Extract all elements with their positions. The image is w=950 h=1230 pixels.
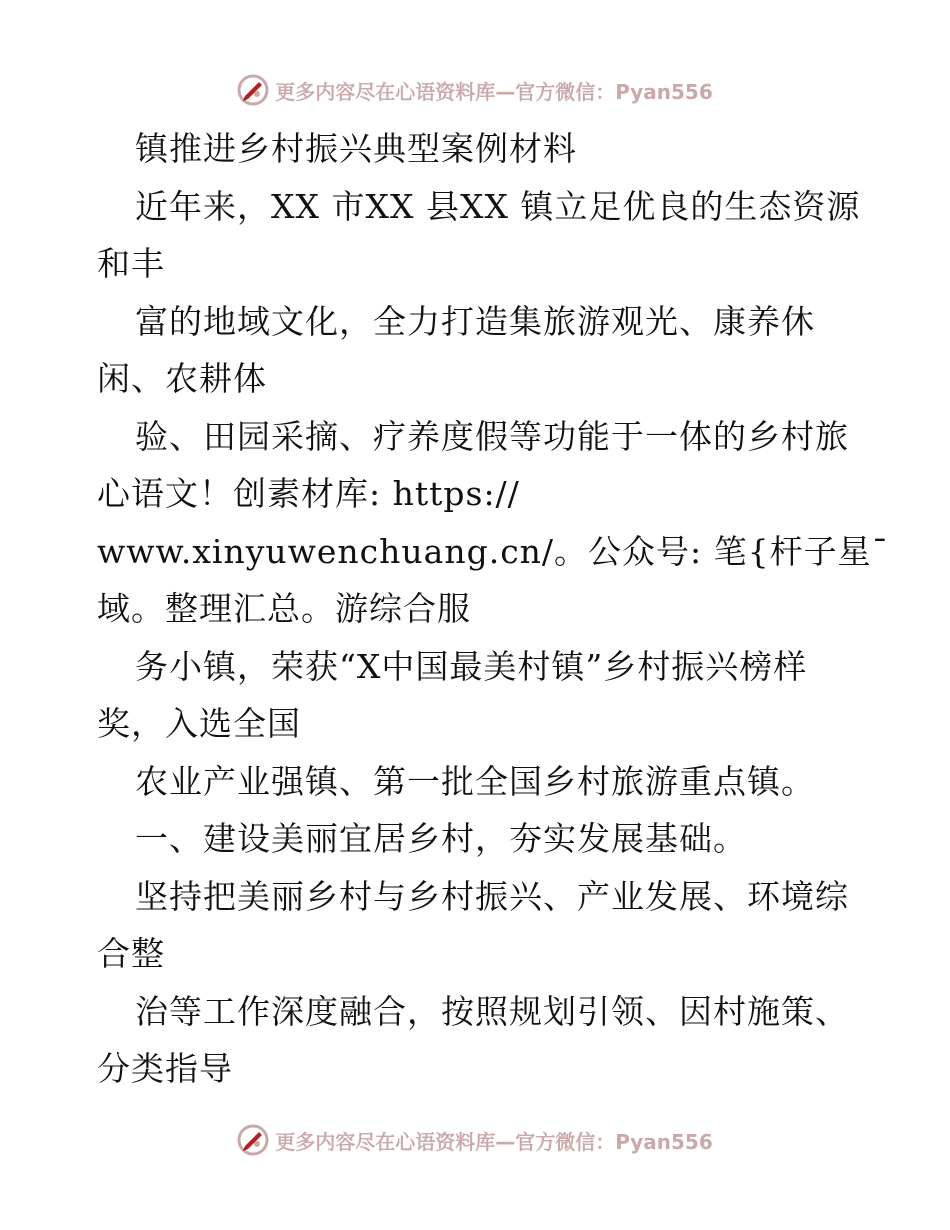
section-heading: 一、建设美丽宜居乡村，夯实发展基础。 (135, 819, 747, 858)
paragraph-line: 治等工作深度融合，按照规划引领、因村施策、 (135, 991, 849, 1031)
paragraph-line: www.xinyuwenchuang.cn/。公众号: 笔{杆子星¯ (97, 531, 890, 571)
paragraph-line: 农业产业强镇、第一批全国乡村旅游重点镇。 (135, 761, 815, 801)
logo-icon (237, 74, 269, 106)
paragraph-line: 奖，入选全国 (97, 704, 301, 743)
logo-icon (237, 1124, 269, 1156)
footer-banner-text: 更多内容尽在心语资料库—官方微信：Pyan556 (275, 1129, 713, 1154)
paragraph-line: 心语文！创素材库: https:// (97, 474, 520, 513)
paragraph-line: 域。整理汇总。游综合服 (97, 589, 471, 628)
paragraph-line: 和丰 (97, 244, 165, 283)
header-banner (0, 70, 950, 110)
paragraph-line: 富的地域文化，全力打造集旅游观光、康养休 (135, 301, 815, 341)
paragraph-line: 合整 (97, 934, 165, 973)
paragraph-line: 近年来，XX 市XX 县XX 镇立足优良的生态资源 (135, 186, 861, 226)
paragraph-line: 坚持把美丽乡村与乡村振兴、产业发展、环境综 (135, 876, 849, 916)
document-body (97, 120, 890, 1098)
paragraph-line: 闲、农耕体 (97, 359, 267, 398)
header-banner-text: 更多内容尽在心语资料库—官方微信：Pyan556 (275, 79, 713, 104)
doc-title: 镇推进乡村振兴典型案例材料 (135, 129, 577, 168)
paragraph-line: 分类指导 (97, 1049, 233, 1088)
paragraph-line: 务小镇，荣获“X中国最美村镇”乡村振兴榜样 (135, 646, 808, 686)
paragraph-line: 验、田园采摘、疗养度假等功能于一体的乡村旅 (135, 416, 849, 456)
footer-banner (0, 1120, 950, 1160)
